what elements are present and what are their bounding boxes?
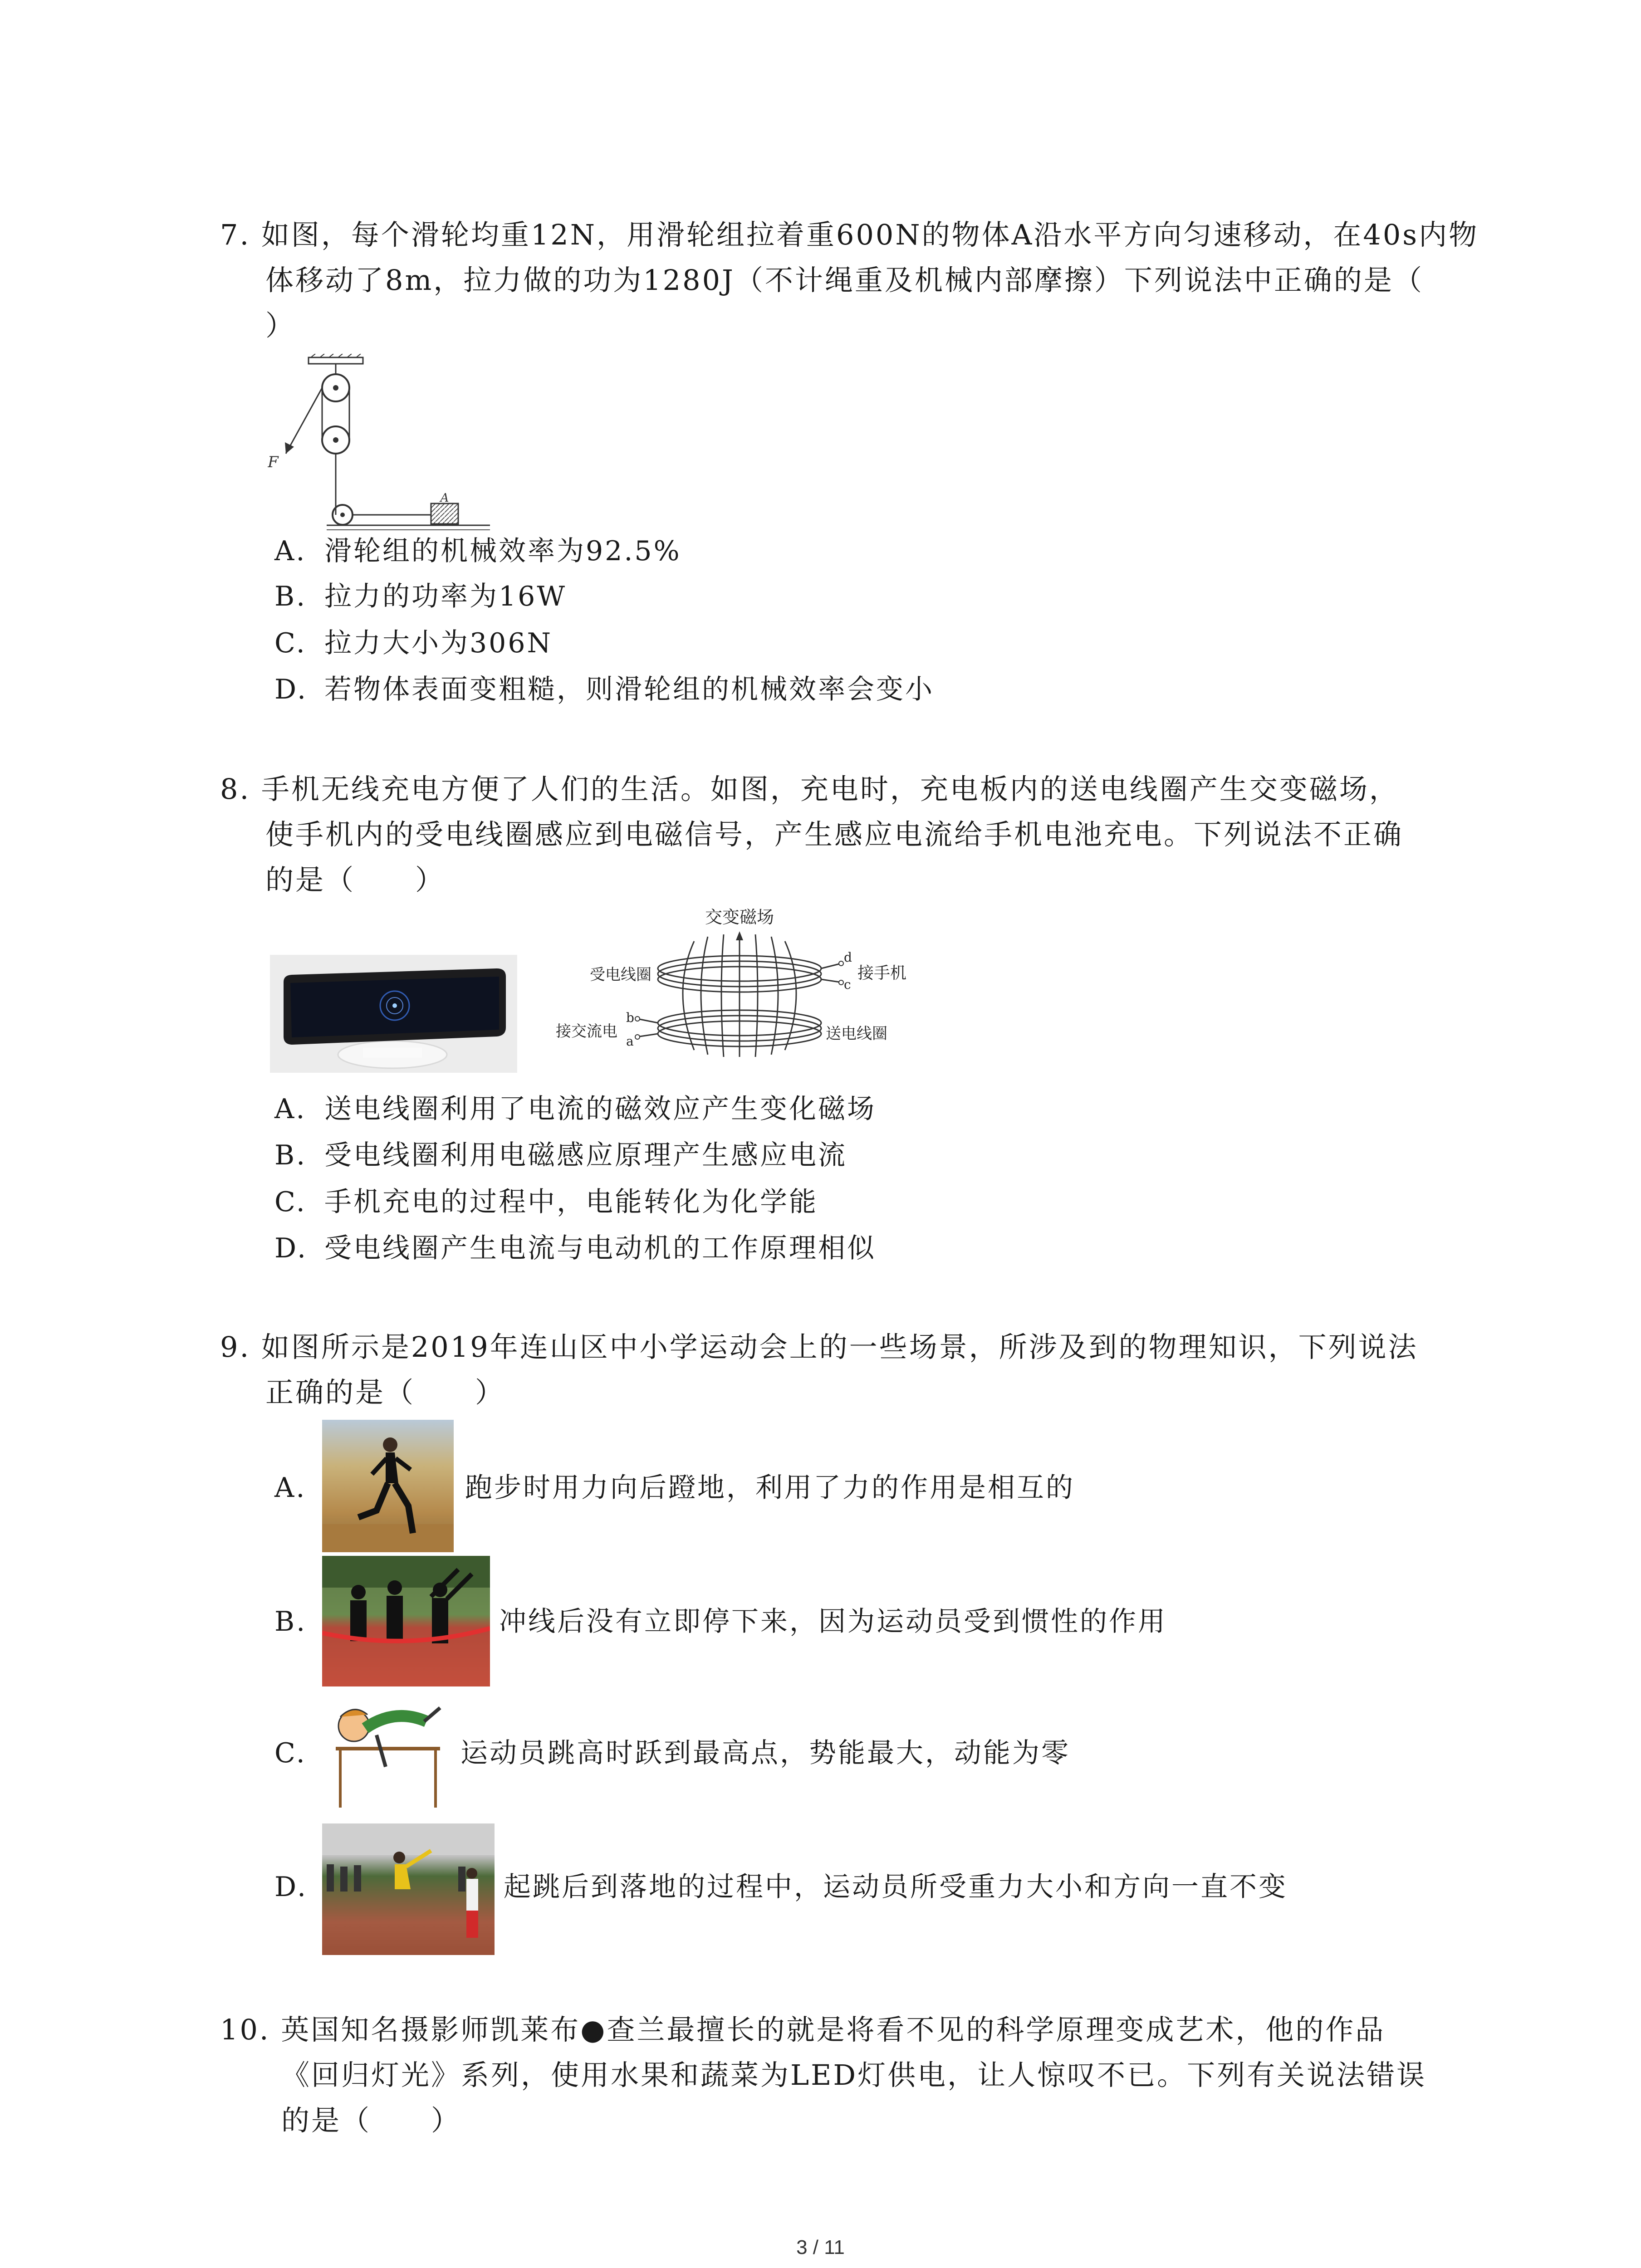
q7-line-2: 体移动了8m，拉力做的功为1280J（不计绳重及机械内部摩擦）下列说法中正确的是（ (265, 264, 1424, 297)
force-label: F (268, 453, 279, 471)
q8-option-b: B. 受电线圈利用电磁感应原理产生感应电流 (274, 1139, 847, 1171)
q9-line-2: 正确的是（ ） (265, 1376, 505, 1409)
q8-line-1: 8. 手机无线充电方便了人们的生活。如图，充电时，充电板内的送电线圈产生交变磁场， (220, 772, 1399, 806)
q8-option-d: D. 受电线圈产生电流与电动机的工作原理相似 (274, 1232, 876, 1264)
send-coil-label: 送电线圈 (826, 1025, 887, 1043)
q9-option-c: C. 运动员跳高时跃到最高点，势能最大，动能为零 (274, 1737, 1070, 1769)
q10-line-2: 《回归灯光》系列，使用水果和蔬菜为LED灯供电，让人惊叹不已。下列有关说法错误 (281, 2058, 1427, 2092)
q9-option-d: D. 起跳后到落地的过程中，运动员所受重力大小和方向一直不变 (274, 1871, 1288, 1903)
receive-coil-label: 受电线圈 (590, 966, 652, 984)
block-label: A (440, 491, 449, 505)
q10-line-3: 的是（ ） (281, 2104, 461, 2137)
q10-line-1: 10. 英国知名摄影师凯莱布●查兰最擅长的就是将看不见的科学原理变成艺术，他的作品 (220, 2013, 1386, 2046)
q7-option-d: D. 若物体表面变粗糙，则滑轮组的机械效率会变小 (274, 674, 934, 705)
q8-option-a: A. 送电线圈利用了电流的磁效应产生变化磁场 (274, 1093, 876, 1125)
alternating-field-label: 交变磁场 (705, 907, 774, 927)
q9-option-b: B. 冲线后没有立即停下来，因为运动员受到惯性的作用 (274, 1606, 1167, 1637)
page-number: 3 / 11 (796, 2236, 845, 2258)
q9-line-1: 9. 如图所示是2019年连山区中小学运动会上的一些场景，所涉及到的物理知识，下列说法 (220, 1330, 1418, 1364)
pulley-diagram (268, 354, 495, 535)
q8-line-2: 使手机内的受电线圈感应到电磁信号，产生感应电流给手机电池充电。下列说法不正确 (265, 818, 1404, 851)
q7-option-a: A. 滑轮组的机械效率为92.5% (274, 535, 681, 567)
q8-line-3: 的是（ ） (265, 863, 446, 896)
q7-line-3: ） (265, 309, 296, 342)
terminal-d: d (844, 950, 852, 965)
to-phone-label: 接手机 (857, 964, 907, 982)
q8-option-c: C. 手机充电的过程中，电能转化为化学能 (274, 1186, 818, 1218)
q7-line-1: 7. 如图，每个滑轮均重12N，用滑轮组拉着重600N的物体A沿水平方向匀速移动，在40s内物 (220, 218, 1479, 251)
terminal-c: c (844, 977, 851, 992)
terminal-b: b (626, 1010, 634, 1025)
q7-option-c: C. 拉力大小为306N (274, 627, 553, 659)
q9-option-a: A. 跑步时用力向后蹬地，利用了力的作用是相互的 (274, 1472, 1075, 1504)
to-ac-label: 接交流电 (556, 1022, 617, 1041)
wireless-charger-photo (270, 955, 517, 1073)
terminal-a: a (626, 1034, 634, 1049)
q7-option-b: B. 拉力的功率为16W (274, 581, 567, 612)
coil-diagram (544, 900, 935, 1073)
